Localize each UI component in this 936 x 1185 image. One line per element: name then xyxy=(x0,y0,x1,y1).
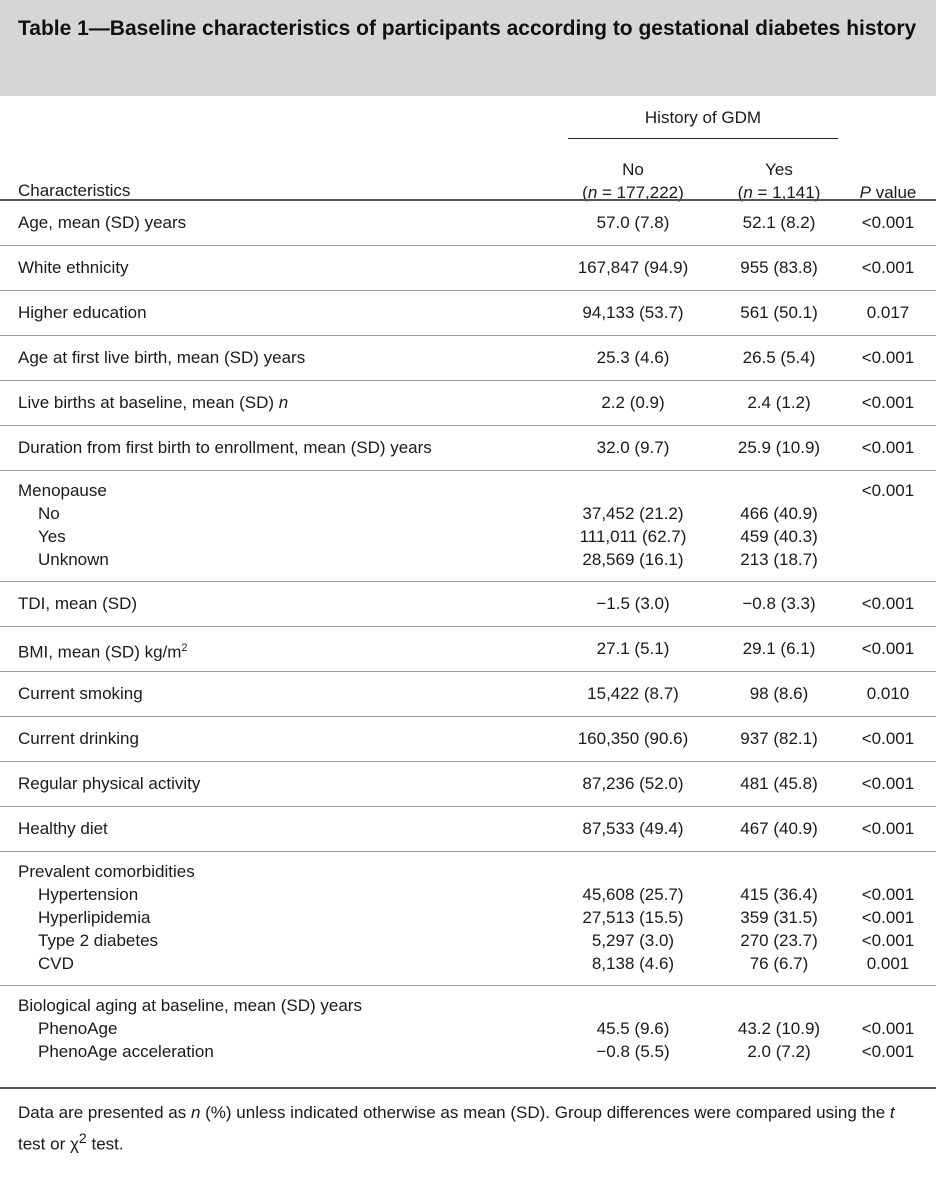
value-no-gdm: −0.8 (5.5) xyxy=(596,1042,670,1061)
table-row xyxy=(0,671,936,716)
row-label-text: Hypertension xyxy=(38,885,139,904)
p-value: <0.001 xyxy=(861,258,915,277)
row-label xyxy=(18,860,195,883)
value-gdm: 937 (82.1) xyxy=(740,729,818,748)
row-label-text: TDI, mean (SD) xyxy=(18,594,138,613)
table-row xyxy=(0,425,936,470)
table-row xyxy=(0,581,936,626)
value-gdm: 955 (83.8) xyxy=(740,258,818,277)
p-value: <0.001 xyxy=(861,393,915,412)
value-no-gdm: 27.1 (5.1) xyxy=(596,639,670,658)
row-label-text: Current smoking xyxy=(18,684,143,703)
table-line xyxy=(0,301,936,324)
value-no-gdm: 87,533 (49.4) xyxy=(582,819,684,838)
table-line xyxy=(0,682,936,705)
p-value: <0.001 xyxy=(861,438,915,457)
p-value: <0.001 xyxy=(861,639,915,658)
row-label-text: PhenoAge xyxy=(38,1019,118,1038)
row-label xyxy=(18,211,186,234)
table-line xyxy=(0,525,936,548)
footnote-rule xyxy=(0,1087,936,1089)
p-value: <0.001 xyxy=(861,1019,915,1038)
value-no-gdm: 15,422 (8.7) xyxy=(587,684,679,703)
row-label-text: Yes xyxy=(38,527,66,546)
value-no-gdm: 5,297 (3.0) xyxy=(591,931,675,950)
column-header-yes-label: Yes xyxy=(765,160,793,179)
row-label xyxy=(38,952,74,975)
value-gdm: 29.1 (6.1) xyxy=(742,639,816,658)
table-line xyxy=(0,637,936,660)
row-label-text: Biological aging at baseline, mean (SD) years xyxy=(18,996,362,1015)
p-value: <0.001 xyxy=(861,481,915,500)
table-row xyxy=(0,290,936,335)
row-label xyxy=(18,256,129,279)
table-line xyxy=(0,436,936,459)
group-header-rule xyxy=(568,138,838,139)
p-value: <0.001 xyxy=(861,908,915,927)
value-gdm: 25.9 (10.9) xyxy=(737,438,821,457)
value-no-gdm: 94,133 (53.7) xyxy=(582,303,684,322)
row-label xyxy=(18,637,188,664)
row-label-text: Regular physical activity xyxy=(18,774,201,793)
value-gdm: 359 (31.5) xyxy=(740,908,818,927)
value-gdm: 459 (40.3) xyxy=(740,527,818,546)
value-gdm: 26.5 (5.4) xyxy=(742,348,816,367)
table-line xyxy=(0,906,936,929)
table-title-bar xyxy=(0,0,936,96)
value-gdm: 467 (40.9) xyxy=(740,819,818,838)
row-label-text: Age at first live birth, mean (SD) years xyxy=(18,348,306,367)
row-label-text: Hyperlipidemia xyxy=(38,908,151,927)
row-label xyxy=(18,436,432,459)
row-label xyxy=(38,525,66,548)
table-line xyxy=(0,502,936,525)
row-label-text: CVD xyxy=(38,954,74,973)
row-label xyxy=(38,502,60,525)
value-gdm: 98 (8.6) xyxy=(749,684,809,703)
row-label xyxy=(38,1040,214,1063)
table-line xyxy=(0,929,936,952)
group-header: History of GDM xyxy=(644,108,762,127)
value-no-gdm: 28,569 (16.1) xyxy=(582,550,684,569)
column-header-yes xyxy=(716,158,842,204)
row-label-text: Type 2 diabetes xyxy=(38,931,159,950)
column-header-characteristics: Characteristics xyxy=(18,181,131,200)
table-line xyxy=(0,883,936,906)
table-line xyxy=(0,1017,936,1040)
table-line xyxy=(0,727,936,750)
row-label-text: PhenoAge acceleration xyxy=(38,1042,214,1061)
row-label xyxy=(18,479,107,502)
value-no-gdm: 45,608 (25.7) xyxy=(582,885,684,904)
table-line xyxy=(0,772,936,795)
row-label xyxy=(18,817,108,840)
p-value: 0.010 xyxy=(866,684,910,703)
row-label-text: Live births at baseline, mean (SD) xyxy=(18,393,279,412)
value-no-gdm: 2.2 (0.9) xyxy=(601,393,665,412)
value-no-gdm: −1.5 (3.0) xyxy=(596,594,670,613)
p-value: <0.001 xyxy=(861,819,915,838)
value-gdm: 2.0 (7.2) xyxy=(747,1042,811,1061)
table-row xyxy=(0,851,936,985)
row-label xyxy=(38,1017,117,1040)
row-label xyxy=(38,883,138,906)
table-line xyxy=(0,994,936,1017)
row-label-italic: n xyxy=(278,393,289,412)
value-gdm: 561 (50.1) xyxy=(740,303,818,322)
row-label-text: Unknown xyxy=(38,550,109,569)
value-no-gdm: 8,138 (4.6) xyxy=(591,954,675,973)
value-no-gdm: 27,513 (15.5) xyxy=(582,908,684,927)
row-label xyxy=(18,391,288,414)
row-label xyxy=(18,772,200,795)
p-value: <0.001 xyxy=(861,213,915,232)
table-line xyxy=(0,817,936,840)
row-label-text: Age, mean (SD) years xyxy=(18,213,187,232)
value-gdm: 2.4 (1.2) xyxy=(747,393,811,412)
p-value: <0.001 xyxy=(861,348,915,367)
p-value: 0.017 xyxy=(866,303,910,322)
value-gdm: 43.2 (10.9) xyxy=(737,1019,821,1038)
value-no-gdm: 111,011 (62.7) xyxy=(579,527,687,546)
column-header-no-label: No xyxy=(622,160,644,179)
value-gdm: −0.8 (3.3) xyxy=(742,594,816,613)
value-no-gdm: 45.5 (9.6) xyxy=(596,1019,670,1038)
table-line xyxy=(0,548,936,571)
column-header-yes-n: (n = 1,141) xyxy=(737,183,821,202)
table-line xyxy=(0,346,936,369)
p-value: <0.001 xyxy=(861,885,915,904)
row-label-text: BMI, mean (SD) kg/m xyxy=(18,642,182,662)
row-label-text: Prevalent comorbidities xyxy=(18,862,195,881)
row-label xyxy=(18,727,139,750)
value-no-gdm: 25.3 (4.6) xyxy=(596,348,670,367)
p-value: <0.001 xyxy=(861,1042,915,1061)
value-gdm: 52.1 (8.2) xyxy=(742,213,816,232)
row-label xyxy=(18,346,305,369)
table-row xyxy=(0,199,936,245)
table-line xyxy=(0,391,936,414)
table-row xyxy=(0,626,936,671)
row-label-text: Higher education xyxy=(18,303,147,322)
p-value: <0.001 xyxy=(861,594,915,613)
row-label-text: White ethnicity xyxy=(18,258,129,277)
value-no-gdm: 167,847 (94.9) xyxy=(577,258,689,277)
p-value: <0.001 xyxy=(861,774,915,793)
value-no-gdm: 160,350 (90.6) xyxy=(577,729,689,748)
row-label-text: Healthy diet xyxy=(18,819,108,838)
row-label-superscript: 2 xyxy=(181,642,188,654)
value-gdm: 466 (40.9) xyxy=(740,504,818,523)
table-line xyxy=(0,211,936,234)
table-row xyxy=(0,761,936,806)
table-body xyxy=(0,199,936,1073)
row-label xyxy=(38,548,109,571)
value-no-gdm: 32.0 (9.7) xyxy=(596,438,670,457)
row-label-text: Current drinking xyxy=(18,729,139,748)
table-row xyxy=(0,470,936,581)
row-label-text: No xyxy=(38,504,60,523)
row-label-text: Duration from first birth to enrollment, mean (SD) years xyxy=(18,438,432,457)
column-header-no-n: (n = 177,222) xyxy=(582,183,684,202)
table-row xyxy=(0,380,936,425)
table-header xyxy=(0,96,936,202)
value-no-gdm: 37,452 (21.2) xyxy=(582,504,684,523)
row-label xyxy=(18,682,143,705)
table-row xyxy=(0,985,936,1073)
table-row xyxy=(0,806,936,851)
row-label xyxy=(18,994,362,1017)
row-label xyxy=(18,592,137,615)
column-header-p-value: P value xyxy=(859,183,917,202)
column-header-no xyxy=(556,158,710,204)
table-line xyxy=(0,952,936,975)
table-row xyxy=(0,245,936,290)
p-value: 0.001 xyxy=(866,954,910,973)
value-gdm: 76 (6.7) xyxy=(749,954,809,973)
value-gdm: 415 (36.4) xyxy=(740,885,818,904)
value-gdm: 270 (23.7) xyxy=(740,931,818,950)
table-line xyxy=(0,256,936,279)
p-value: <0.001 xyxy=(861,931,915,950)
row-label-text: Menopause xyxy=(18,481,107,500)
table-row xyxy=(0,335,936,380)
table-footnote: Data are presented as n (%) unless indicated otherwise as mean (SD). Group differences were compared using the t test or $\chi^2$ test. xyxy=(18,1103,895,1154)
table-line xyxy=(0,1040,936,1063)
row-label xyxy=(38,906,150,929)
table-line xyxy=(0,479,936,502)
table-line xyxy=(0,860,936,883)
value-gdm: 213 (18.7) xyxy=(740,550,818,569)
row-label xyxy=(18,301,147,324)
value-no-gdm: 87,236 (52.0) xyxy=(582,774,684,793)
p-value: <0.001 xyxy=(861,729,915,748)
value-no-gdm: 57.0 (7.8) xyxy=(596,213,670,232)
table-row xyxy=(0,716,936,761)
row-label xyxy=(38,929,158,952)
table-line xyxy=(0,592,936,615)
value-gdm: 481 (45.8) xyxy=(740,774,818,793)
table-title: Table 1—Baseline characteristics of participants according to gestational diabetes history xyxy=(18,17,917,40)
